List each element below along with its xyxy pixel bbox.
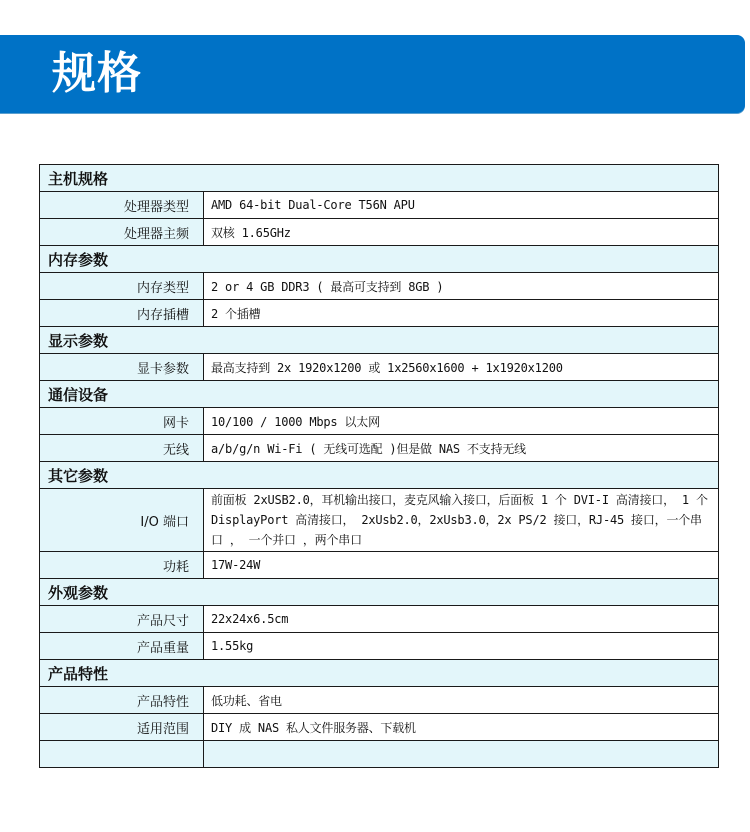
row-label: 无线 (40, 435, 204, 462)
table-row (40, 714, 719, 741)
row-label: 显卡参数 (40, 354, 204, 381)
row-label: 适用范围 (40, 714, 204, 741)
row-label: 内存插槽 (40, 300, 204, 327)
row-label: 内存类型 (40, 273, 204, 300)
row-value: DIY 成 NAS 私人文件服务器、下载机 (204, 714, 719, 741)
title-banner (0, 35, 745, 113)
table-row (40, 633, 719, 660)
table-row (40, 219, 719, 246)
section-header-host (40, 165, 719, 192)
section-header-network (40, 381, 719, 408)
section-title: 通信设备 (40, 381, 719, 408)
row-value: 低功耗、省电 (204, 687, 719, 714)
section-title: 显示参数 (40, 327, 719, 354)
section-title: 内存参数 (40, 246, 719, 273)
table-row (40, 687, 719, 714)
section-header-features (40, 660, 719, 687)
row-value: 2 or 4 GB DDR3 ( 最高可支持到 8GB ) (204, 273, 719, 300)
empty-row (40, 741, 719, 768)
section-header-display (40, 327, 719, 354)
table-row (40, 552, 719, 579)
section-header-appearance (40, 579, 719, 606)
empty-cell (204, 741, 719, 768)
row-value: 前面板 2xUSB2.0，耳机输出接口，麦克风输入接口，后面板 1 个 DVI-I 高清接口， 1 个 DisplayPort 高清接口， 2xUsb2.0，2xUsb3.0，2x PS/2 接口，RJ-45 接口，一个串口 ， 一个并口 ，两个串口 (204, 489, 719, 552)
row-label: 产品重量 (40, 633, 204, 660)
section-title: 其它参数 (40, 462, 719, 489)
section-title: 外观参数 (40, 579, 719, 606)
section-header-other (40, 462, 719, 489)
table-row (40, 435, 719, 462)
row-label: 处理器主频 (40, 219, 204, 246)
row-label: 功耗 (40, 552, 204, 579)
table-row (40, 273, 719, 300)
row-label: I/O 端口 (40, 489, 204, 552)
row-value: 双核 1.65GHz (204, 219, 719, 246)
table-row (40, 408, 719, 435)
row-label: 产品特性 (40, 687, 204, 714)
section-header-memory (40, 246, 719, 273)
table-row (40, 489, 719, 552)
table-row (40, 192, 719, 219)
spec-table (39, 164, 719, 768)
empty-cell (40, 741, 204, 768)
section-title: 产品特性 (40, 660, 719, 687)
row-label: 网卡 (40, 408, 204, 435)
row-value: 17W-24W (204, 552, 719, 579)
page-title: 规格 (52, 48, 142, 99)
section-title: 主机规格 (40, 165, 719, 192)
row-value: 22x24x6.5cm (204, 606, 719, 633)
row-value: 最高支持到 2x 1920x1200 或 1x2560x1600 + 1x1920x1200 (204, 354, 719, 381)
table-row (40, 300, 719, 327)
row-value: 1.55kg (204, 633, 719, 660)
row-value: a/b/g/n Wi-Fi ( 无线可选配 )但是做 NAS 不支持无线 (204, 435, 719, 462)
table-row (40, 354, 719, 381)
row-value: AMD 64-bit Dual-Core T56N APU (204, 192, 719, 219)
table-row (40, 606, 719, 633)
row-label: 产品尺寸 (40, 606, 204, 633)
row-label: 处理器类型 (40, 192, 204, 219)
row-value: 2 个插槽 (204, 300, 719, 327)
row-value: 10/100 / 1000 Mbps 以太网 (204, 408, 719, 435)
